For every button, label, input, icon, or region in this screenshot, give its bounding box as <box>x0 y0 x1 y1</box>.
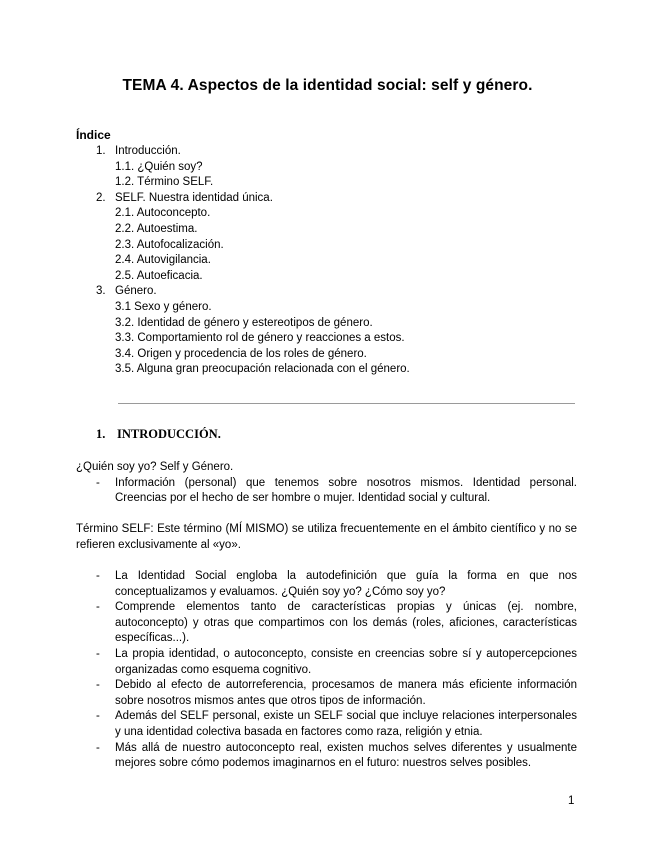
bullet-dash: - <box>96 476 100 489</box>
list-item <box>96 569 577 600</box>
bullet-dash: - <box>96 570 100 582</box>
toc-subitem: 2.3. Autofocalización. <box>115 238 224 251</box>
bullet-dash: - <box>96 679 100 692</box>
bullet-text: La Identidad Social engloba la autodefinición que guía la forma en que nos conceptualizamos y evaluamos. ¿Quién soy yo? ¿Cómo soy yo? <box>115 570 577 598</box>
divider <box>118 403 575 404</box>
toc-item-label: Introducción. <box>115 145 181 157</box>
toc-item <box>96 191 410 207</box>
bullet-text: La propia identidad, o autoconcepto, consiste en creencias sobre sí y autopercepciones organizadas como esquema cognitivo. <box>115 647 577 676</box>
toc-item <box>96 144 410 160</box>
toc-item-number: 3. <box>96 285 106 298</box>
bullet-text: Más allá de nuestro autoconcepto real, existen muchos selves diferentes y usualmente mejores sobre cómo podemos imaginarnos en el futuro: nuestros selves posibles. <box>115 741 577 770</box>
toc-subitem: 3.2. Identidad de género y estereotipos de género. <box>115 316 373 329</box>
bullet-text: Comprende elementos tanto de características propias y únicas (ej. nombre, autoconcepto) y otras que compartimos con los demás (roles, aficiones, características específicas...). <box>115 601 577 645</box>
list-item <box>96 600 577 647</box>
termino-self-paragraph: Término SELF: Este término (MÍ MISMO) se utiliza frecuentemente en el ámbito científico y no se refieren exclusivamente al «yo». <box>76 523 577 551</box>
list-item <box>96 741 577 772</box>
list-item <box>96 709 577 740</box>
section-heading <box>96 427 221 442</box>
bullet-text: Además del SELF personal, existe un SELF social que incluye relaciones interpersonales y una identidad colectiva basada en factores como raza, religión y etnia. <box>115 710 577 738</box>
toc-item-number: 2. <box>96 191 106 204</box>
toc-subitem: 2.4. Autovigilancia. <box>115 254 211 267</box>
bullet-dash: - <box>96 647 100 660</box>
toc-subitem: 3.5. Alguna gran preocupación relacionada con el género. <box>115 363 410 376</box>
list-item <box>96 476 577 507</box>
page-number: 1 <box>568 795 575 807</box>
document-title: TEMA 4. Aspectos de la identidad social: self y género. <box>122 77 533 94</box>
section-number: 1. <box>96 427 106 441</box>
toc-item <box>96 284 410 300</box>
bullet-dash: - <box>96 601 100 614</box>
toc-item-label: SELF. Nuestra identidad única. <box>115 191 273 204</box>
toc-subitem: 2.1. Autoconcepto. <box>115 207 211 220</box>
bullet-text: Debido al efecto de autorreferencia, procesamos de manera más eficiente información sobre nosotros mismos antes que otros tipos de información. <box>115 679 577 707</box>
bullet-text: Información (personal) que tenemos sobre nosotros mismos. Identidad personal. Creencias por el hecho de ser hombre o mujer. Identidad social y cultural. <box>115 476 577 505</box>
bullet-list <box>96 569 577 772</box>
table-of-contents <box>96 144 410 378</box>
quien-heading: ¿Quién soy yo? Self y Género. <box>76 461 234 473</box>
quien-soy-paragraph <box>76 460 577 507</box>
index-heading: Índice <box>76 128 111 142</box>
bullet-dash: - <box>96 741 100 754</box>
toc-subitem: 1.1. ¿Quién soy? <box>115 160 203 173</box>
toc-item-number: 1. <box>96 145 106 157</box>
toc-subitem: 2.2. Autoestima. <box>115 222 198 235</box>
toc-subitem: 1.2. Término SELF. <box>115 176 214 189</box>
toc-subitem: 3.1 Sexo y género. <box>115 300 212 313</box>
bullet-dash: - <box>96 710 100 723</box>
toc-item-label: Género. <box>115 285 157 298</box>
list-item <box>96 678 577 709</box>
toc-subitem: 3.4. Origen y procedencia de los roles de género. <box>115 347 367 360</box>
toc-subitem: 2.5. Autoeficacia. <box>115 269 203 282</box>
section-title: INTRODUCCIÓN. <box>117 427 221 441</box>
toc-subitem: 3.3. Comportamiento rol de género y reacciones a estos. <box>115 332 405 345</box>
list-item <box>96 647 577 678</box>
